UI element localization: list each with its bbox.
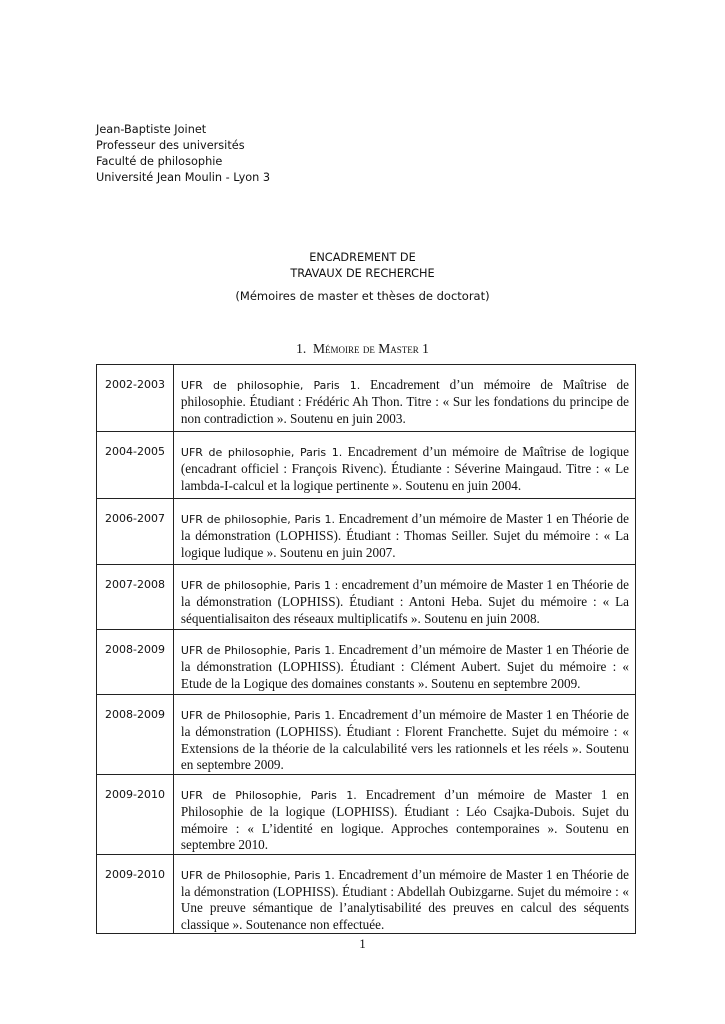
entry-description xyxy=(173,365,635,432)
entry-year: 2002-2003 xyxy=(97,365,174,432)
table-row xyxy=(97,775,636,855)
table-row xyxy=(97,695,636,775)
author-name: Jean-Baptiste Joinet xyxy=(96,123,207,136)
entry-text: Encadrement d’un mémoire de Maîtrise de philosophie. Étudiant : Frédéric Ah Thon. Titre : « Sur les fondations du principe de non contradiction ». Soutenu en juin 2003. xyxy=(180,377,629,426)
table-row xyxy=(97,565,636,630)
entry-institution: UFR de philosophie, Paris 1. xyxy=(180,513,335,526)
entry-year: 2009-2010 xyxy=(97,854,174,934)
entry-text: Encadrement d’un mémoire de Maîtrise de logique (encadrant officiel : François Rivenc). Étudiante : Séverine Maingaud. Titre : « Le lambda-I-calcul et la logique pertinente ». Soutenu en juin 2004. xyxy=(180,444,629,493)
entry-institution: UFR de Philosophie, Paris 1. xyxy=(180,868,335,882)
entry-year: 2007-2008 xyxy=(97,565,174,630)
entry-institution: UFR de philosophie, Paris 1. xyxy=(180,446,343,459)
table-row xyxy=(97,854,636,934)
document-heading-line2: TRAVAUX DE RECHERCHE xyxy=(290,267,435,280)
table-row xyxy=(97,365,636,432)
supervision-table xyxy=(96,364,636,934)
entry-text: Encadrement d’un mémoire de Master 1 en Philosophie de la logique (LOPHISS). Étudiant : Léo Csajka-Dubois. Sujet du mémoire : « L’identité en logique. Approches contemporaines ». Soutenu en septembre 2010. xyxy=(180,787,630,853)
table-row xyxy=(97,499,636,565)
entry-year: 2008-2009 xyxy=(97,630,174,695)
table-row xyxy=(97,432,636,499)
document-subtitle: (Mémoires de master et thèses de doctorat) xyxy=(235,289,490,303)
section-number: 1. xyxy=(296,341,307,356)
author-title: Professeur des universités xyxy=(96,139,245,152)
entry-description xyxy=(173,854,635,934)
entry-institution: UFR de Philosophie, Paris 1. xyxy=(180,644,335,657)
entry-year: 2008-2009 xyxy=(97,695,174,775)
entry-description xyxy=(173,630,635,695)
entry-text: Encadrement d’un mémoire de Master 1 en Théorie de la démonstration (LOPHISS). Étudiant : Florent Franchette. Sujet du mémoire : « Extensions de la théorie de la calculabilité vers les rationnels et les réels ». Soutenu en septembre 2009. xyxy=(180,707,629,773)
entry-description xyxy=(173,565,635,630)
entry-description xyxy=(173,432,635,499)
entry-year: 2006-2007 xyxy=(97,499,174,565)
table-row xyxy=(97,630,636,695)
entry-year: 2009-2010 xyxy=(97,775,174,855)
entry-institution: UFR de Philosophie, Paris 1. xyxy=(180,789,357,802)
section-name: Mémoire de Master 1 xyxy=(312,341,429,356)
author-university: Université Jean Moulin - Lyon 3 xyxy=(96,171,271,184)
author-block xyxy=(96,122,270,186)
entry-description xyxy=(173,695,635,775)
entry-text: Encadrement d’un mémoire de Master 1 en Théorie de la démonstration (LOPHISS). Étudiant : Thomas Seiller. Sujet du mémoire : « La logique ludique ». Soutenu en juin 2007. xyxy=(180,511,630,560)
entry-text: Encadrement d’un mémoire de Master 1 en Théorie de la démonstration (LOPHISS). Étudiant : Clément Aubert. Sujet du mémoire : « Etude de la Logique des domaines constants ». Soutenu en septembre 2009. xyxy=(180,642,629,691)
author-faculty: Faculté de philosophie xyxy=(96,155,223,168)
section-title xyxy=(0,340,725,358)
entry-institution: UFR de philosophie, Paris 1 : xyxy=(180,579,339,592)
page-number: 1 xyxy=(359,936,366,951)
entry-text: encadrement d’un mémoire de Master 1 en Théorie de la démonstration (LOPHISS). Étudiant : Antoni Heba. Sujet du mémoire : « La séquentialisaiton des réseaux multiplicatifs ». Soutenu en juin 2008. xyxy=(180,577,630,626)
entry-description xyxy=(173,499,635,565)
entry-institution: UFR de philosophie, Paris 1. xyxy=(180,379,361,392)
entry-year: 2004-2005 xyxy=(97,432,174,499)
entry-description xyxy=(173,775,635,855)
entry-text: Encadrement d’un mémoire de Master 1 en Théorie de la démonstration (LOPHISS). Étudiant : Abdellah Oubizgarne. Sujet du mémoire : « Une preuve sémantique de l’analytisabilité des preuves en calcul des séquents classique ». Soutenance non effectuée. xyxy=(180,866,629,932)
document-heading-line1: ENCADREMENT DE xyxy=(309,251,416,264)
entry-institution: UFR de Philosophie, Paris 1. xyxy=(180,709,335,722)
